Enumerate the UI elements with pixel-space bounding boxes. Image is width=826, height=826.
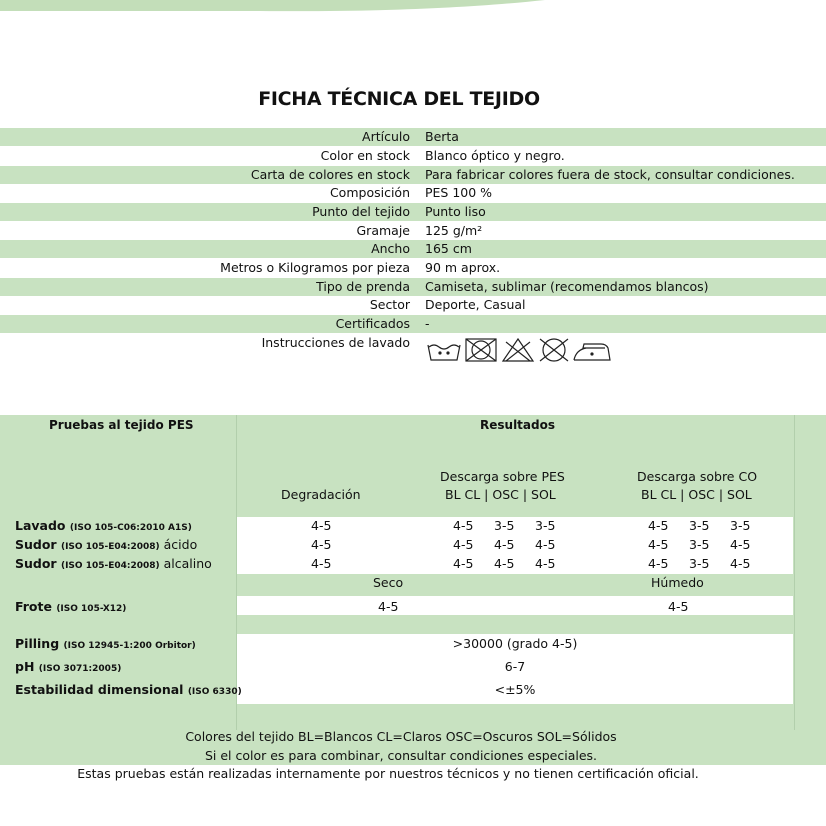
result-value: 4-5 [648,556,669,571]
spec-label: Metros o Kilogramos por pieza [220,260,410,275]
result-value: 4-5 [311,556,332,571]
col-co: Descarga sobre CO [637,469,758,484]
no-dry-clean-icon [540,339,568,361]
result-value: 4-5 [378,599,399,614]
tests-header: Pruebas al tejido PES [49,418,194,432]
result-value: 3-5 [689,537,710,552]
spec-label: Tipo de prenda [316,279,410,294]
result-value: 4-5 [311,518,332,533]
spec-row [0,296,826,314]
spec-label: Ancho [371,241,410,256]
test-label: Frote (ISO 105-X12) [15,599,127,614]
spec-label: Carta de colores en stock [250,167,410,182]
spec-row [0,259,826,277]
result-value: 6-7 [504,659,526,674]
spec-label: Sector [369,297,410,312]
spec-value: Para fabricar colores fuera de stock, consultar condiciones. [425,167,795,182]
col-humedo: Húmedo [651,575,704,590]
spec-label: Gramaje [356,223,410,238]
spec-label: Color en stock [320,148,410,163]
result-value: 4-5 [535,537,556,552]
spec-row [0,128,826,146]
spec-value: Camiseta, sublimar (recomendamos blancos) [425,279,709,294]
result-value: 4-5 [453,518,474,533]
care-symbols [426,336,612,364]
result-value: 4-5 [453,537,474,552]
no-bleach-icon [503,339,533,361]
result-value: 4-5 [494,556,515,571]
spec-value: PES 100 % [425,185,493,200]
col-pes: Descarga sobre PES [440,469,565,484]
result-value: 3-5 [689,518,710,533]
test-label: Estabilidad dimensional (ISO 6330) [15,682,242,697]
col-seco: Seco [373,575,404,590]
spec-row [0,315,826,333]
result-value: 4-5 [535,556,556,571]
spec-label: Punto del tejido [312,204,410,219]
test-label: Sudor (ISO 105-E04:2008) alcalino [15,556,212,571]
spec-value: Punto liso [425,204,486,219]
frote-block [237,596,793,615]
result-value: 3-5 [494,518,515,533]
result-value: 4-5 [730,537,751,552]
result-value: <±5% [494,682,536,697]
results-header: Resultados [480,418,555,432]
colors-legend-note: Colores del tejido BL=Blancos CL=Claros OSC=Oscuros SOL=Sólidos [185,729,617,744]
result-value: 3-5 [535,518,556,533]
spec-label: Certificados [335,316,410,331]
test-label: Pilling (ISO 12945-1:200 Orbitor) [15,636,196,651]
spec-value: 165 cm [425,241,472,256]
spec-row [0,334,826,352]
spec-row [0,240,826,258]
spec-row [0,278,826,296]
iron-low-icon [574,344,610,360]
spec-value: - [425,316,430,331]
column-divider [794,415,795,730]
tests-table [0,415,826,765]
header-wave-decoration [0,0,826,14]
disclaimer-note: Estas pruebas están realizadas internamente por nuestros técnicos y no tienen certificación oficial. [77,766,699,781]
spec-value: 90 m aprox. [425,260,501,275]
spec-label: Artículo [362,129,410,144]
result-value: >30000 (grado 4-5) [452,636,578,651]
spec-row [0,184,826,202]
result-value: 4-5 [668,599,689,614]
col-pes-sub: BL CL | OSC | SOL [445,487,556,502]
col-co-sub: BL CL | OSC | SOL [641,487,752,502]
spec-row [0,147,826,165]
result-value: 4-5 [648,518,669,533]
spec-row [0,166,826,184]
spec-value: Deporte, Casual [425,297,526,312]
test-label: Sudor (ISO 105-E04:2008) ácido [15,537,198,552]
spec-row [0,222,826,240]
test-label: Lavado (ISO 105-C06:2010 A1S) [15,518,192,533]
spec-value: 125 g/m² [425,223,483,238]
page-title: FICHA TÉCNICA DEL TEJIDO [258,88,540,110]
spec-row [0,203,826,221]
result-value: 4-5 [648,537,669,552]
result-value: 3-5 [730,518,751,533]
combine-note: Si el color es para combinar, consultar condiciones especiales. [204,748,598,763]
spec-label: Instrucciones de lavado [261,335,410,350]
spec-value: Blanco óptico y negro. [425,148,565,163]
spec-label: Composición [329,185,410,200]
col-degradacion: Degradación [281,487,361,502]
result-value: 4-5 [311,537,332,552]
result-value: 4-5 [730,556,751,571]
result-value: 4-5 [453,556,474,571]
result-value: 4-5 [494,537,515,552]
no-tumble-dry-icon [466,339,496,361]
wash-30-icon [428,345,460,360]
spec-value: Berta [425,129,459,144]
test-label: pH (ISO 3071:2005) [15,659,122,674]
result-value: 3-5 [689,556,710,571]
